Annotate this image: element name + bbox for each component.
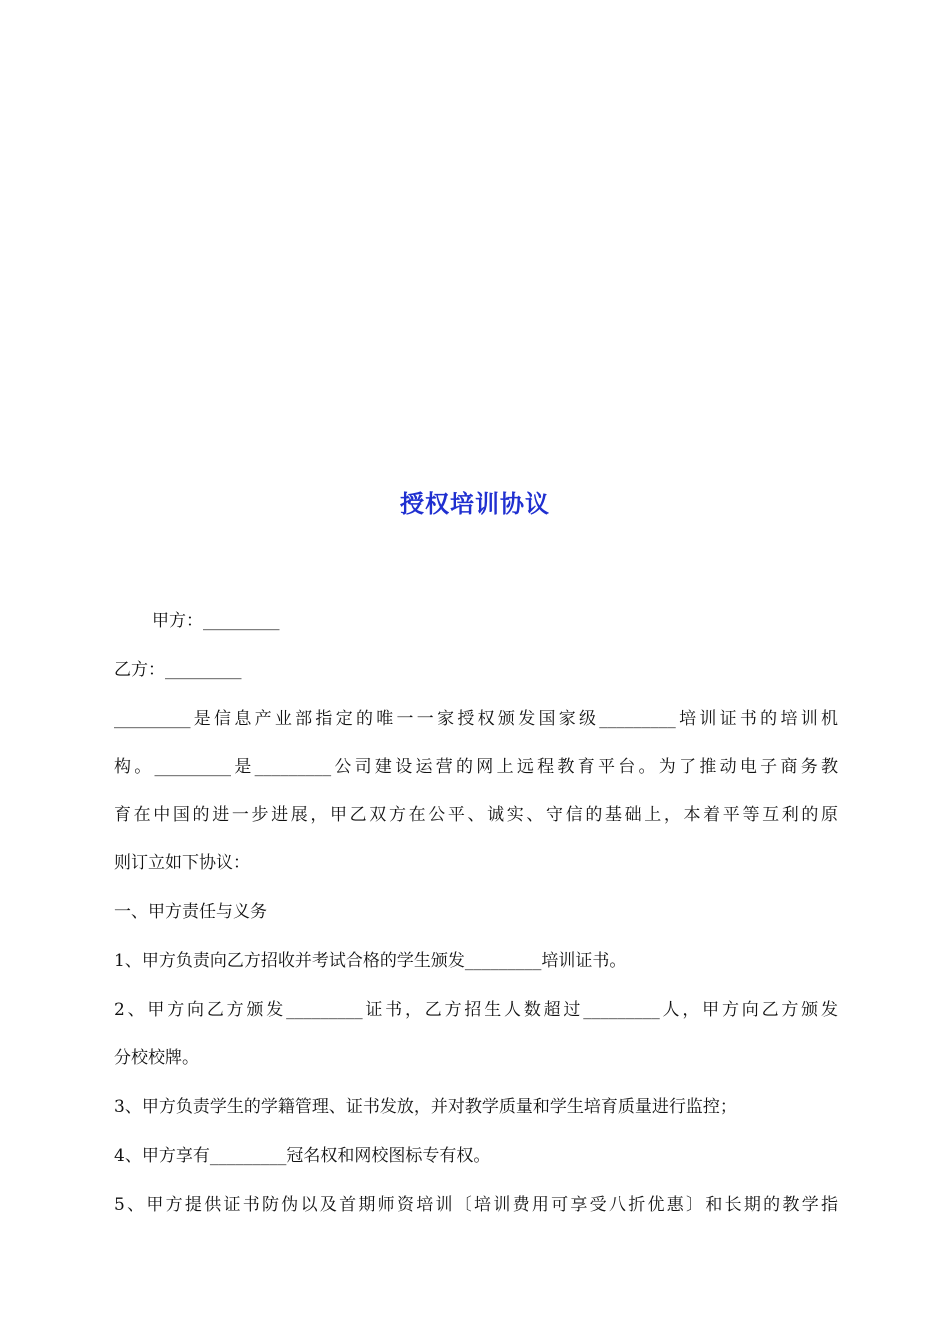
item-1-text: 1、甲方负责向乙方招收并考试合格的学生颁发_________培训证书。 xyxy=(114,951,627,971)
section-1-heading xyxy=(114,894,838,930)
party-a-text: 甲方：_________ xyxy=(152,611,280,631)
item-5-line-1: 5、甲方提供证书防伪以及首期师资培训〔培训费用可享受八折优惠〕和长期的教学指 xyxy=(114,1195,838,1215)
party-b-line xyxy=(114,652,838,688)
item-3 xyxy=(114,1089,838,1125)
party-b-text: 乙方：_________ xyxy=(114,660,242,680)
intro-paragraph xyxy=(114,701,838,881)
item-2-line-1: 2、甲方向乙方颁发_________证书，乙方招生人数超过_________人，甲方向乙方颁发 xyxy=(114,1000,838,1020)
item-5 xyxy=(114,1187,838,1223)
intro-line-4: 则订立如下协议： xyxy=(114,853,250,873)
item-2 xyxy=(114,992,838,1076)
section-1-heading-text: 一、甲方责任与义务 xyxy=(114,902,267,922)
document-body xyxy=(114,603,838,1223)
intro-line-1: _________是信息产业部指定的唯一一家授权颁发国家级_________培训证书的培训机 xyxy=(114,709,838,729)
item-4 xyxy=(114,1138,838,1174)
item-2-line-2: 分校校牌。 xyxy=(114,1048,199,1068)
item-4-text: 4、甲方享有_________冠名权和网校图标专有权。 xyxy=(114,1146,491,1166)
document-title: 授权培训协议 xyxy=(400,490,550,518)
item-1 xyxy=(114,943,838,979)
item-3-text: 3、甲方负责学生的学籍管理、证书发放，并对教学质量和学生培育质量进行监控； xyxy=(114,1097,737,1117)
party-a-line xyxy=(114,603,838,639)
intro-line-2: 构。_________是_________公司建设运营的网上远程教育平台。为了推动电子商务教 xyxy=(114,757,838,777)
intro-line-3: 育在中国的进一步进展，甲乙双方在公平、诚实、守信的基础上，本着平等互利的原 xyxy=(114,805,838,825)
